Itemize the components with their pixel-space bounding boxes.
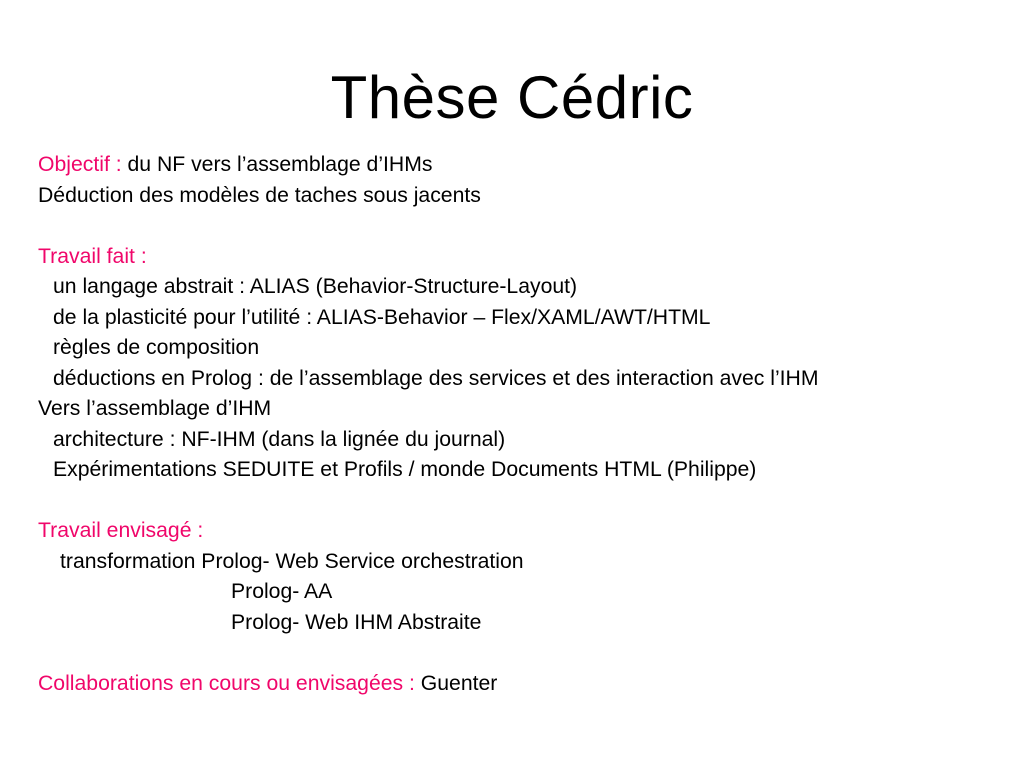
travail-fait-label: Travail fait : <box>38 244 147 268</box>
collaborations-label: Collaborations en cours ou envisagées : <box>38 671 421 695</box>
collaborations-line <box>38 669 1018 700</box>
spacer <box>38 486 1018 517</box>
collaborations-text: Guenter <box>420 671 498 695</box>
travail-fait-item: règles de composition <box>53 336 260 359</box>
objectif-line-2: Déduction des modèles de taches sous jacents <box>38 183 481 207</box>
slide-body <box>38 150 1018 699</box>
travail-fait-item: déductions en Prolog : de l’assemblage des services et des interaction avec l’IHM <box>53 366 819 390</box>
vers-assemblage-item: architecture : NF-IHM (dans la lignée du journal) <box>53 427 506 451</box>
vers-assemblage-item: Expérimentations SEDUITE et Profils / monde Documents HTML (Philippe) <box>53 458 757 481</box>
objectif-label: Objectif : <box>38 153 128 176</box>
objectif-line <box>38 150 1018 181</box>
spacer <box>38 211 1018 242</box>
travail-fait-item: de la plasticité pour l’utilité : ALIAS-Behavior – Flex/XAML/AWT/HTML <box>53 305 711 329</box>
vers-assemblage-heading: Vers l’assemblage d’IHM <box>38 397 272 420</box>
travail-envisage-label: Travail envisagé : <box>38 519 204 542</box>
travail-envisage-item: transformation Prolog- Web Service orchestration <box>60 549 524 573</box>
slide-title: Thèse Cédric <box>330 64 694 131</box>
travail-envisage-item: Prolog- Web IHM Abstraite <box>231 610 482 634</box>
travail-fait-item: un langage abstrait : ALIAS (Behavior-Structure-Layout) <box>53 275 578 298</box>
objectif-text: du NF vers l’assemblage d’IHMs <box>127 153 433 176</box>
spacer <box>38 638 1018 669</box>
travail-envisage-item: Prolog- AA <box>231 580 333 603</box>
